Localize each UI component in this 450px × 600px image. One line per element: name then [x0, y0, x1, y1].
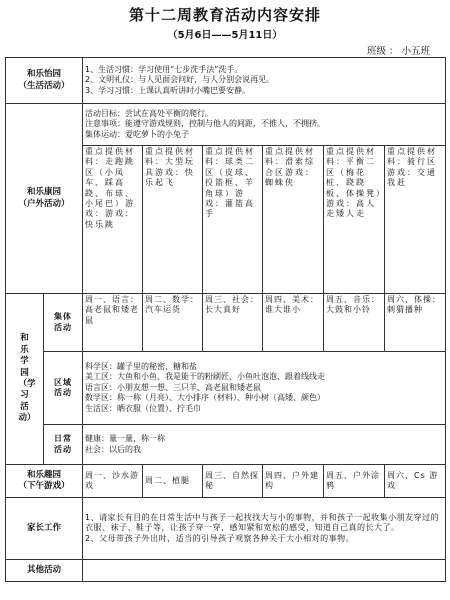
collective-text: 周一、语言：高老鼠和矮老鼠 — [85, 295, 140, 325]
parent-work-name: 家长工作 — [27, 522, 62, 533]
outdoor-day-wed — [203, 146, 263, 294]
daily-item: 健康：量一量，称一称 — [85, 434, 166, 444]
schedule-table — [5, 57, 446, 582]
games-wed — [203, 465, 263, 498]
outdoor-day-text: 重点提供材料：骑行区游戏：交通我赶 — [387, 147, 438, 188]
games-garden-name: 和乐趣园 — [27, 469, 62, 480]
collective-text: 周六、体操：刺猬播种 — [387, 295, 442, 315]
games-text: 周四、户外建构 — [265, 470, 320, 490]
outdoor-day-text: 重点提供材料：大型玩具游戏：快乐起飞 — [145, 147, 196, 188]
daily-label — [44, 425, 83, 465]
area-item: 语言区：小朋友想一想、三只羊、高老鼠和矮老鼠 — [85, 382, 262, 392]
study-garden-name: 和乐学园（学习活动） — [18, 333, 36, 424]
life-garden-name: 和乐怡园 — [27, 69, 62, 80]
area-label — [44, 352, 83, 425]
games-thu — [263, 465, 324, 498]
area-label-text: 区域活动 — [54, 377, 72, 397]
life-garden-content — [83, 58, 446, 104]
other-content — [83, 560, 446, 582]
collective-fri — [324, 294, 385, 352]
collective-mon — [83, 294, 143, 352]
area-item: 科学区：罐子里的秘密、糖和盐 — [85, 362, 198, 372]
games-garden-sub: （下午游戏） — [18, 481, 70, 491]
page-title: 第十二周教育活动内容安排 — [128, 6, 321, 24]
life-item: 1、生活习惯：学习使用“七步洗手法”洗手。 — [85, 64, 243, 74]
life-row — [6, 58, 446, 104]
parent-work-content — [83, 498, 446, 560]
collective-tue — [143, 294, 203, 352]
parent-item: 1、请家长有目的在日常生活中与孩子一起找找大与小的事物，并和孩子一起收集小朋友穿过的衣服、袜子、鞋子等，让孩子穿一穿，感知紧和宽松的感受，知道自己真的长大了。 — [85, 512, 440, 533]
outdoor-intro-line: 注意事项：能遵守游戏规则，控制与他人的间距，不推人，不拥挤。 — [85, 119, 326, 129]
collective-text: 周四、美术：谁大谁小 — [265, 295, 320, 315]
collective-thu — [263, 294, 324, 352]
outdoor-day-text: 重点提供材料：走跑跳区（小凤车、踩高跷、布球、小尾巴）游戏：游戏：快乐跳 — [85, 147, 136, 229]
collective-row — [6, 294, 446, 352]
outdoor-intro-line: 集体运动：爱吃萝卜的小兔子 — [85, 129, 190, 139]
outdoor-garden-name: 和乐康园 — [27, 187, 62, 198]
games-text: 周五、户外涂鸦 — [326, 470, 381, 490]
collective-label — [44, 294, 83, 352]
other-row — [6, 560, 446, 582]
outdoor-garden-sub: （户外活动） — [18, 198, 70, 209]
other-name: 其他活动 — [27, 564, 62, 575]
outdoor-day-thu — [263, 146, 324, 294]
games-text: 周六、Cs 游戏 — [387, 470, 439, 490]
games-text: 周二、植腿 — [145, 475, 191, 485]
outdoor-intro — [83, 104, 446, 146]
games-mon — [83, 465, 143, 498]
games-sat — [385, 465, 446, 498]
games-garden-label — [6, 465, 83, 498]
life-garden-sub: （生活活动） — [18, 80, 70, 91]
class-label: 班级 ： 小五班 — [366, 46, 430, 57]
games-text: 周一、沙水游戏 — [85, 470, 140, 490]
life-item: 2、文明礼仪：与人见面会问好，与人分别会说再见。 — [85, 75, 275, 85]
life-garden-label — [6, 58, 83, 104]
outdoor-day-text: 重点提供材料：平衡二区（梅花桩、跷跷板、体操凳）游戏：高人走矮人走 — [326, 147, 383, 219]
outdoor-day-text: 重点提供材料：滑索综合区游戏：蜘蛛侠 — [265, 147, 316, 188]
outdoor-day-mon — [83, 146, 143, 294]
outdoor-day-sat — [385, 146, 446, 294]
area-content — [83, 352, 446, 425]
parent-item: 2、父母带孩子外出时，适当的引导孩子观察各种关于大小相对的事物。 — [85, 533, 355, 543]
collective-wed — [203, 294, 263, 352]
outdoor-day-fri — [324, 146, 385, 294]
games-text: 周三、自然探秘 — [205, 470, 260, 490]
collective-text: 周五、音乐：大鼓和小铃 — [326, 295, 381, 315]
games-row — [6, 465, 446, 498]
daily-label-text: 日常活动 — [54, 434, 72, 454]
games-fri — [324, 465, 385, 498]
outdoor-day-tue — [143, 146, 203, 294]
area-item: 生活区：晒衣服（位置）、拧毛巾 — [85, 403, 202, 413]
outdoor-intro-row — [6, 104, 446, 146]
collective-label-text: 集体活动 — [54, 312, 72, 332]
parent-work-label — [6, 498, 83, 560]
life-item: 3、学习习惯：上课认真听讲时小嘴巴要安静。 — [85, 85, 251, 95]
date-range: （5月6日——5月11日） — [167, 30, 283, 41]
daily-row — [6, 425, 446, 465]
games-tue — [143, 465, 203, 498]
outdoor-garden-label — [6, 104, 83, 294]
collective-text: 周三、社会：长大真好 — [205, 295, 260, 315]
daily-content — [83, 425, 446, 465]
collective-text: 周二、数学：汽车运货 — [145, 295, 200, 315]
area-item: 数学区：称一称（月亮）、大小排序（材料）、种小树（高矮、颜色） — [85, 393, 326, 403]
area-row — [6, 352, 446, 425]
other-label — [6, 560, 83, 582]
collective-sat — [385, 294, 446, 352]
outdoor-intro-line: 活动目标：尝试在高处平衡的爬行。 — [85, 108, 214, 118]
daily-item: 社会：以后的我 — [85, 444, 142, 454]
area-item: 美工区：大鱼和小鱼、我是能干的粉刷匠、小鱼吐泡泡、跟着线线走 — [85, 372, 326, 382]
parent-row — [6, 498, 446, 560]
outdoor-day-text: 重点提供材料：球类二区（皮球、投篮框、羊角球）游戏：灌篮高手 — [205, 147, 256, 219]
study-garden-label — [6, 294, 44, 465]
